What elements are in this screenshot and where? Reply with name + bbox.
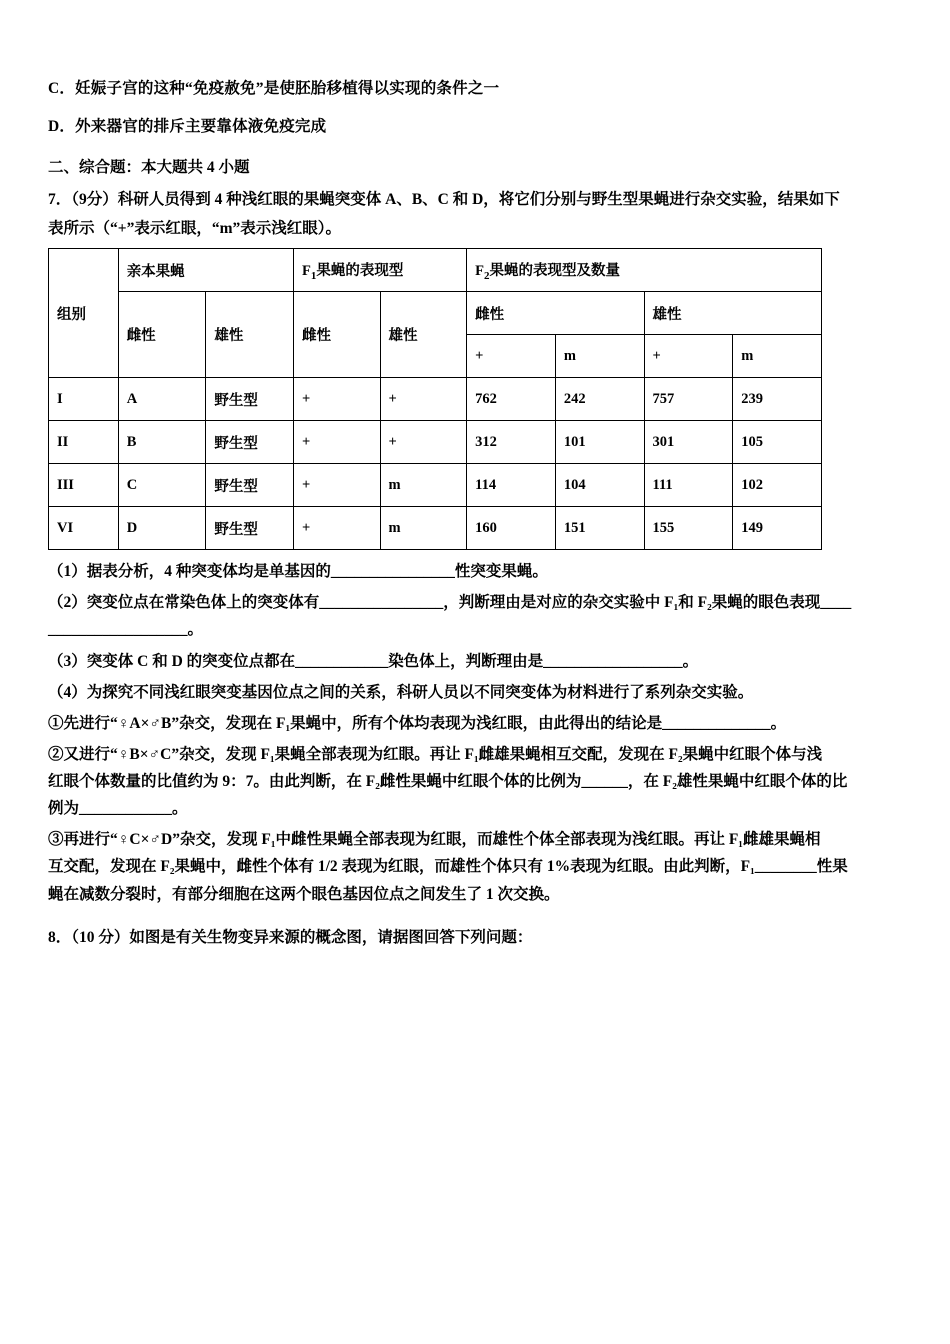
header-f2-male-m: m [733, 335, 822, 378]
cell-parent-female: D [118, 507, 206, 550]
cell-f2-male-m: 102 [733, 464, 822, 507]
header-f2-male: 雄性 [644, 292, 821, 335]
header-parent-male: 雄性 [206, 292, 294, 378]
cell-f2-female-plus: 312 [467, 421, 556, 464]
header-f1-female: 雌性 [293, 292, 380, 378]
cell-f1-male: + [380, 421, 467, 464]
table-row [49, 507, 822, 550]
question-7-stem-line-2: 表所示（“+”表示红眼，“m”表示浅红眼）。 [48, 220, 341, 238]
cell-f2-male-plus: 111 [644, 464, 733, 507]
cell-f1-female: + [293, 464, 380, 507]
header-f2: $F_2$果蝇的表现型及数量 [467, 249, 822, 292]
question-7-sub-2-line-1: （2）突变位点在常染色体上的突变体有________________，判断理由是对应的杂交实验中 F₁和 F₂果蝇的眼色表现____ [48, 594, 852, 612]
question-7-sub-2-line-2: __________________。 [48, 621, 204, 639]
cell-f2-female-plus: 762 [467, 378, 556, 421]
header-f2-female-m: m [555, 335, 644, 378]
header-parent: 亲本果蝇 [118, 249, 293, 292]
question-7-sub-4: （4）为探究不同浅红眼突变基因位点之间的关系，科研人员以不同突变体为材料进行了系列杂交实验。 [48, 683, 754, 701]
header-f1-male: 雄性 [380, 292, 467, 378]
cell-f2-male-plus: 757 [644, 378, 733, 421]
option-c: C．妊娠子宫的这种“免疫赦免”是使胚胎移植得以实现的条件之一 [48, 80, 500, 97]
table-row [49, 378, 822, 421]
cell-group: II [49, 421, 119, 464]
cell-f2-male-plus: 301 [644, 421, 733, 464]
question-8-stem: 8．（10 分）如图是有关生物变异来源的概念图，请据图回答下列问题： [48, 928, 533, 946]
cell-parent-male: 野生型 [206, 378, 294, 421]
cell-f2-male-m: 149 [733, 507, 822, 550]
question-7-sub-1: （1）据表分析，4 种突变体均是单基因的________________性突变果蝇。 [48, 563, 548, 581]
cell-parent-male: 野生型 [206, 464, 294, 507]
table-row [49, 421, 822, 464]
cell-f1-male: m [380, 507, 467, 550]
table-header-row-1 [49, 249, 822, 292]
question-7-item-2-line-3: 例为____________。 [48, 800, 188, 818]
table-row [49, 464, 822, 507]
question-7-stem-line-1: 7．（9分）科研人员得到 4 种浅红眼的果蝇突变体 A、B、C 和 D，将它们分别与野生型果蝇进行杂交实验，结果如下 [48, 190, 840, 208]
section-heading: 二、综合题：本大题共 4 小题 [48, 158, 250, 176]
cell-f1-male: + [380, 378, 467, 421]
cell-group: I [49, 378, 119, 421]
cell-group: VI [49, 507, 119, 550]
question-7-item-2-line-2: 红眼个体数量的比值约为 9：7。由此判断，在 F₂雌性果蝇中红眼个体的比例为______，在 F₂雄性果蝇中红眼个体的比 [48, 773, 848, 791]
cell-f2-female-m: 104 [555, 464, 644, 507]
cell-f2-female-plus: 114 [467, 464, 556, 507]
question-7-item-1: ①先进行“♀A×♂B”杂交，发现在 F₁果蝇中，所有个体均表现为浅红眼，由此得出的结论是______________。 [48, 714, 787, 732]
cell-parent-male: 野生型 [206, 507, 294, 550]
cell-parent-female: B [118, 421, 206, 464]
question-7-item-3-line-2: 互交配，发现在 F₂果蝇中，雌性个体有 1/2 表现为红眼，而雄性个体只有 1%表现为红眼。由此判断，F₁________性果 [48, 858, 848, 876]
option-d: D．外来器官的排斥主要靠体液免疫完成 [48, 118, 327, 136]
cell-f2-female-m: 151 [555, 507, 644, 550]
header-f2-female: 雌性 [467, 292, 644, 335]
cell-f1-male: m [380, 464, 467, 507]
header-f1: $F_1$果蝇的表现型 [293, 249, 466, 292]
cell-parent-female: C [118, 464, 206, 507]
question-7-item-2-line-1: ②又进行“♀B×♂C”杂交，发现 F₁果蝇全部表现为红眼。再让 F₁雌雄果蝇相互交配，发现在 F₂果蝇中红眼个体与浅 [48, 745, 823, 763]
cell-f2-female-plus: 160 [467, 507, 556, 550]
cell-parent-female: A [118, 378, 206, 421]
header-f2-female-plus: + [467, 335, 556, 378]
cell-f2-male-m: 105 [733, 421, 822, 464]
table-header-row-2 [49, 292, 822, 335]
cell-f1-female: + [293, 421, 380, 464]
cell-f2-male-m: 239 [733, 378, 822, 421]
cell-group: III [49, 464, 119, 507]
question-7-item-3-line-1: ③再进行“♀C×♂D”杂交，发现 F₁中雌性果蝇全部表现为红眼，而雄性个体全部表现为浅红眼。再让 F₁雌雄果蝇相 [48, 831, 821, 849]
question-7-sub-3: （3）突变体 C 和 D 的突变位点都在____________染色体上，判断理由是__________________。 [48, 652, 699, 670]
cell-f2-female-m: 101 [555, 421, 644, 464]
header-group: 组别 [49, 249, 119, 378]
cell-f2-male-plus: 155 [644, 507, 733, 550]
header-f2-male-plus: + [644, 335, 733, 378]
cross-experiment-table [48, 248, 822, 550]
cell-parent-male: 野生型 [206, 421, 294, 464]
cell-f2-female-m: 242 [555, 378, 644, 421]
question-7-item-3-line-3: 蝇在减数分裂时，有部分细胞在这两个眼色基因位点之间发生了 1 次交换。 [48, 885, 560, 903]
cell-f1-female: + [293, 507, 380, 550]
cell-f1-female: + [293, 378, 380, 421]
header-parent-female: 雌性 [118, 292, 206, 378]
